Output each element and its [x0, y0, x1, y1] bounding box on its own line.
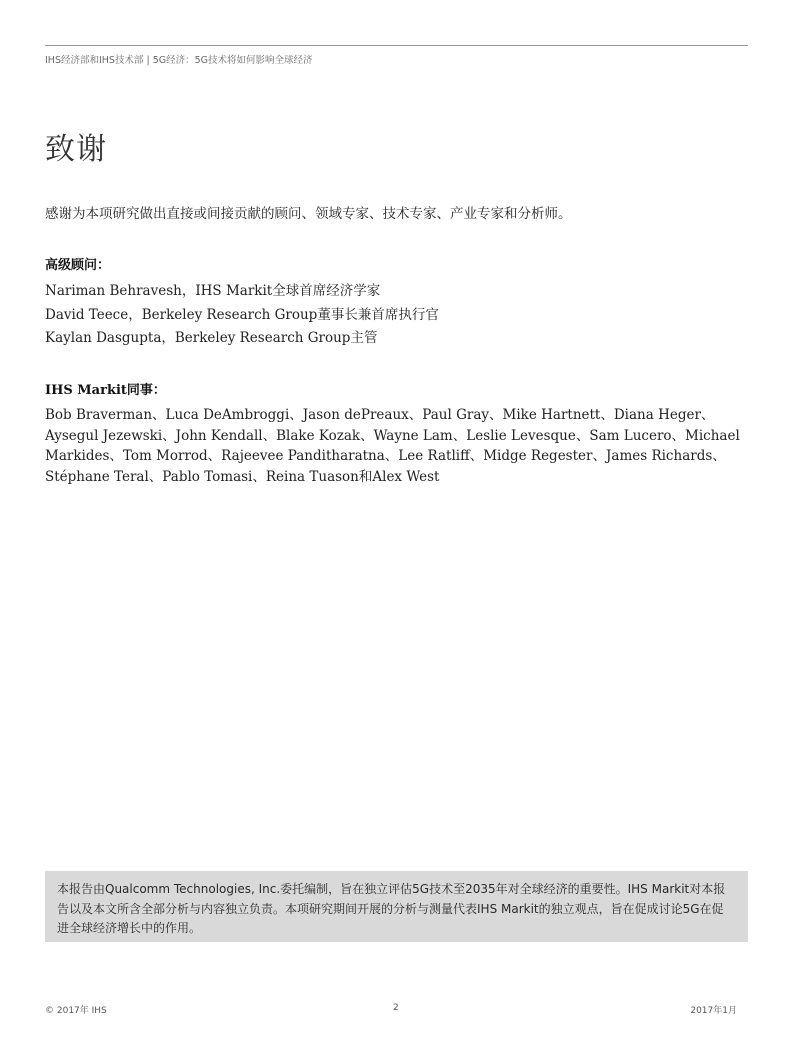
advisor-list: [45, 280, 439, 351]
running-header: IHS经济部和IHS技术部 | 5G经济：5G技术将如何影响全球经济: [45, 55, 313, 66]
footer-copyright: © 2017年 IHS: [45, 1006, 107, 1016]
sponsorship-note: 本报告由Qualcomm Technologies, Inc.委托编制，旨在独立评估5G技术至2035年对全球经济的重要性。IHS Markit对本报告以及本文所含全部分析与内容独立负责。本项研究期间开展的分析与测量代表IHS Markit的独立观点，旨在促成讨论5G在促进全球经济增长中的作用。: [45, 871, 748, 942]
advisors-heading: 高级顾问：: [45, 258, 111, 273]
colleague-list: Bob Braverman、Luca DeAmbroggi、Jason dePreaux、Paul Gray、Mike Hartnett、Diana Heger、Aysegul Jezewski、John Kendall、Blake Kozak、Wayne Lam、Leslie Levesque、Sam Lucero、Michael Markides、Tom Morrod、Rajeevee Panditharatna、Lee Ratliff、Midge Regester、James Richards、Stéphane Teral、Pablo Tomasi、Reina Tuason和Alex West: [45, 407, 740, 485]
intro-paragraph: 感谢为本项研究做出直接或间接贡献的顾问、领域专家、技术专家、产业专家和分析师。: [45, 206, 572, 222]
advisor-item: Kaylan Dasgupta，Berkeley Research Group主管: [45, 330, 378, 346]
page-title: 致谢: [45, 132, 107, 167]
footer-page-number: 2: [393, 1003, 399, 1013]
advisor-item: David Teece，Berkeley Research Group董事长兼首席执行官: [45, 306, 439, 323]
colleagues-heading: IHS Markit同事：: [45, 383, 166, 398]
header-divider: [45, 45, 748, 46]
footer-date: 2017年1月: [690, 1006, 737, 1016]
advisor-item: Nariman Behravesh，IHS Markit全球首席经济学家: [45, 283, 381, 299]
